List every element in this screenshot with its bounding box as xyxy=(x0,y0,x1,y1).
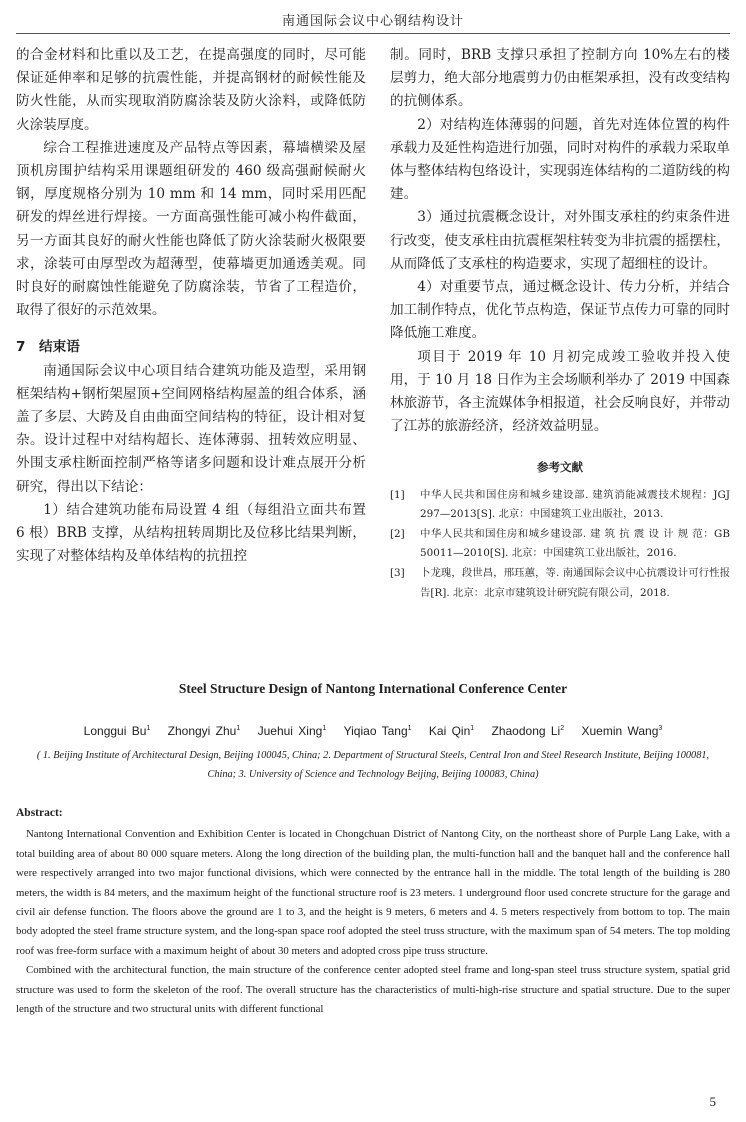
author-affiliation-mark: 1 xyxy=(146,725,151,732)
author-affiliation-mark: 1 xyxy=(322,725,327,732)
author-affiliation-mark: 2 xyxy=(560,725,565,732)
author-name: Zhaodong Li xyxy=(491,724,561,738)
section-title-conclusion: 7 结束语 xyxy=(16,339,80,356)
abstract-paragraph-2: Combined with the architectural function, the main structure of the conference center adopted steel frame and long-span steel truss structure system, spatial grid structure was used to form the skeleton of the roof. The overall structure has the characteristics of multi-high-rise structure and spatial structure. Due to the super length of the structure and two structural units with different functional xyxy=(16,964,730,1016)
left-paragraph-2: 综合工程推进速度及产品特点等因素，幕墙横梁及屋顶机房围护结构采用课题组研发的 460 级高强耐候耐火钢，厚度规格分别为 10 mm 和 14 mm，同时采用匹配研发的焊丝进行焊接。一方面高强性能可减小构件截面，另一方面其良好的耐火性能也降低了防火涂装耐火极限要求，涂装可由厚型改为超薄型，使幕墙更加通透美观。同时良好的耐腐蚀性能避免了防腐涂装，节省了工程造价，取得了很好的示范效果。 xyxy=(16,139,366,319)
author xyxy=(344,724,412,738)
author xyxy=(258,724,327,738)
reference-item xyxy=(390,564,730,603)
right-paragraph-1: 制。同时，BRB 支撑只承担了控制方向 10%左右的楼层剪力，绝大部分地震剪力仍由框架承担，没有改变结构的抗侧体系。 xyxy=(390,47,730,110)
author-name: Kai Qin xyxy=(428,724,471,738)
author-affiliation-mark: 1 xyxy=(470,725,475,732)
right-paragraph-5: 项目于 2019 年 10 月初完成竣工验收并投入使用，于 10 月 18 日作为主会场顺利举办了 2019 中国森林旅游节，各主流媒体争相报道，社会反响良好，并带动了江苏的旅游经济，经济效益明显。 xyxy=(390,348,730,435)
left-column xyxy=(16,44,366,568)
right-paragraph-2: 2）对结构连体薄弱的问题，首先对连体位置的构件承载力及延性构造进行加强，同时对构件的承载力采取单体与整体结构包络设计，实现弱连体结构的二道防线的构建。 xyxy=(390,116,730,203)
english-abstract xyxy=(16,804,730,1019)
author xyxy=(84,724,151,738)
reference-item xyxy=(390,525,730,564)
author xyxy=(168,724,241,738)
left-paragraph-1: 的合金材料和比重以及工艺，在提高强度的同时，尽可能保证延伸率和足够的抗震性能，并提高钢材的耐候性能及防火性能，从而实现取消防腐涂装及防火涂料，或降低防火涂装厚度。 xyxy=(16,47,366,133)
reference-text: 中华人民共和国住房和城乡建设部. 建筑消能减震技术规程：JGJ 297—2013[S]. 北京：中国建筑工业出版社，2013. xyxy=(420,488,730,521)
reference-number: [3] xyxy=(390,567,405,580)
reference-text: 中华人民共和国住房和城乡建设部. 建 筑 抗 震 设 计 规 范：GB 50011—2010[S]. 北京：中国建筑工业出版社，2016. xyxy=(420,527,730,560)
author xyxy=(492,724,565,738)
header-rule xyxy=(16,33,730,34)
author xyxy=(581,724,662,738)
reference-text: 卜龙瑰，段世昌，邢珏蕙，等. 南通国际会议中心抗震设计可行性报告[R]. 北京：北京市建筑设计研究院有限公司，2018. xyxy=(420,567,730,599)
author-name: Yiqiao Tang xyxy=(343,724,408,738)
left-paragraph-3: 南通国际会议中心项目结合建筑功能及造型，采用钢框架结构+钢桁架屋顶+空间网格结构屋盖的组合体系，涵盖了多层、大跨及自由曲面空间结构的特征，设计相对复杂。设计过程中对结构超长、连体薄弱、扭转效应明显、外围支承柱断面控制严格等诸多问题和设计难点展开分析研究，得出以下结论： xyxy=(16,362,366,495)
page-number: 5 xyxy=(709,1094,716,1109)
author-affiliation-mark: 3 xyxy=(658,725,663,732)
author xyxy=(429,724,474,738)
author-name: Xuemin Wang xyxy=(581,724,659,738)
author-affiliation-mark: 1 xyxy=(236,725,241,732)
affiliations: ( 1. Beijing Institute of Architectural Design, Beijing 100045, China; 2. Department of Structural Steels, Central Iron and Steel Research Institute, Beijing 100081, China; 3. University of Science and Technology Beijing, Beijing 100083, China) xyxy=(36,750,710,780)
running-header: 南通国际会议中心钢结构设计 xyxy=(281,14,464,29)
author-name: Longgui Bu xyxy=(83,724,147,738)
right-paragraph-4: 4）对重要节点，通过概念设计、传力分析，并结合加工制作特点，优化节点构造，保证节点传力可靠的同时降低施工难度。 xyxy=(390,279,730,342)
abstract-label: Abstract: xyxy=(16,807,63,819)
references-title: 参考文献 xyxy=(537,460,583,475)
reference-number: [2] xyxy=(390,527,405,540)
reference-number: [1] xyxy=(390,488,405,501)
reference-item xyxy=(390,486,730,525)
author-name: Zhongyi Zhu xyxy=(167,724,237,738)
right-paragraph-3: 3）通过抗震概念设计，对外围支承柱的约束条件进行改变，使支承柱由抗震框架柱转变为非抗震的摇摆柱，从而降低了支承柱的构造要求，实现了超细柱的设计。 xyxy=(390,209,730,272)
author-name: Juehui Xing xyxy=(257,724,323,738)
abstract-paragraph-1: Nantong International Convention and Exhibition Center is located in Chongchuan District of Nantong City, on the northeast shore of Purple Lang Lake, with a total building area of about 80 000 square meters. Along the long direction of the building plan, the multi-function hall and the banquet hall and the conference hall were respectively arranged into two major functional divisions, which were connected by the entrance hall in the middle. The total length of the building is 280 meters, the width is 84 meters, and the maximum height of the functional structure roof is 23 meters. 1 underground floor used concrete structure for the garage and civil air defense function. The floors above the ground are 1 to 3, and the height is 9 meters, 6 meters and 4. 5 meters respectively from bottom to top. The main body adopted the steel frame structure system, and the long-span space roof adopted the steel truss structure, with the maximum span of 54 meters. The top molding roof was free-form surface with a maximum height of about 30 meters and adopted cross pipe truss structure. xyxy=(16,828,730,957)
left-paragraph-4: 1）结合建筑功能布局设置 4 组（每组沿立面共布置 6 根）BRB 支撑，从结构扭转周期比及位移比结果判断，实现了对整体结构及单体结构的抗扭控 xyxy=(16,501,366,565)
english-title: Steel Structure Design of Nantong International Conference Center xyxy=(178,681,568,696)
right-column xyxy=(390,44,730,603)
author-affiliation-mark: 1 xyxy=(407,725,412,732)
author-list xyxy=(0,724,746,738)
